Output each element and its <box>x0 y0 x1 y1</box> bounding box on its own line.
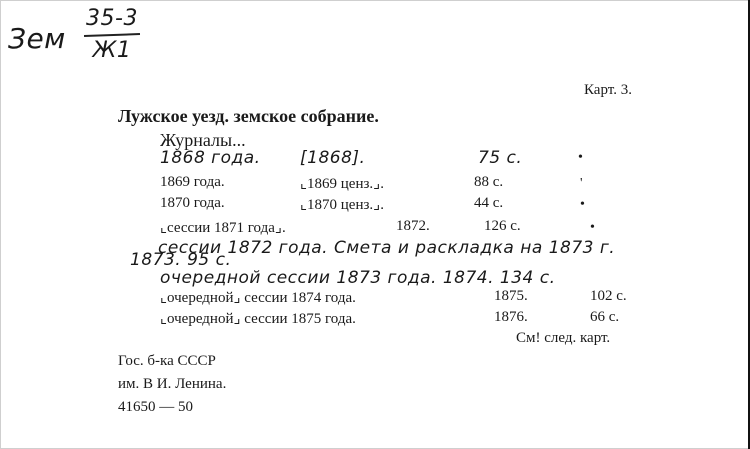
tick-mark: • <box>580 197 585 212</box>
entry-issue: 1872. <box>396 218 430 234</box>
card-number: Карт. 3. <box>584 82 632 98</box>
entry-issue: 1875. <box>494 288 528 304</box>
library-line-3: 41650 — 50 <box>118 399 193 415</box>
library-line-2: им. В И. Ленина. <box>118 376 227 392</box>
shelf-code-fraction <box>84 6 140 64</box>
entry-year: 1869 года. <box>160 174 225 190</box>
card-title: Лужское уезд. земское собрание. <box>118 106 379 126</box>
entry-text: ⌞очередной⌟ сессии 1875 года. <box>160 311 356 327</box>
library-stamp <box>118 350 226 419</box>
handwritten-entry-1872: сессии 1872 года. Смета и раскладка на 1873 г. <box>158 238 616 258</box>
entry-pages: 126 с. <box>484 218 521 234</box>
entry-pages: 102 с. <box>590 288 627 304</box>
tick-mark: ' <box>580 176 583 191</box>
shelf-code-numerator: 35-3 <box>86 6 138 31</box>
entry-pages: 75 с. <box>478 148 523 168</box>
entry-year: ⌞сессии 1871 года⌟. <box>160 220 286 236</box>
handwritten-entry-1872-cont: 1873. 95 с. <box>130 250 232 270</box>
entry-pages: 88 с. <box>474 174 504 190</box>
shelf-code-prefix: Зем <box>8 22 66 55</box>
entry-pages: 66 с. <box>590 309 620 325</box>
fraction-bar <box>84 33 140 37</box>
tick-mark: • <box>590 220 595 235</box>
entry-issue: ⌞1869 ценз.⌟. <box>300 176 384 192</box>
entry-year: 1870 года. <box>160 195 225 211</box>
see-next-card: См! след. карт. <box>516 330 611 346</box>
handwritten-entry-1873: очередной сессии 1873 года. 1874. 134 с. <box>160 268 556 288</box>
entry-pages: 44 с. <box>474 195 504 211</box>
shelf-code-denominator: Ж1 <box>92 38 132 63</box>
tick-mark: • <box>578 150 583 165</box>
journals-label: Журналы... <box>160 130 246 150</box>
entry-text: ⌞очередной⌟ сессии 1874 года. <box>160 290 356 306</box>
entry-issue: ⌞1870 ценз.⌟. <box>300 197 384 213</box>
entry-year: 1868 года. <box>160 148 261 168</box>
entry-issue: [1868]. <box>300 148 366 168</box>
library-line-1: Гос. б-ка СССР <box>118 353 216 369</box>
entry-issue: 1876. <box>494 309 528 325</box>
